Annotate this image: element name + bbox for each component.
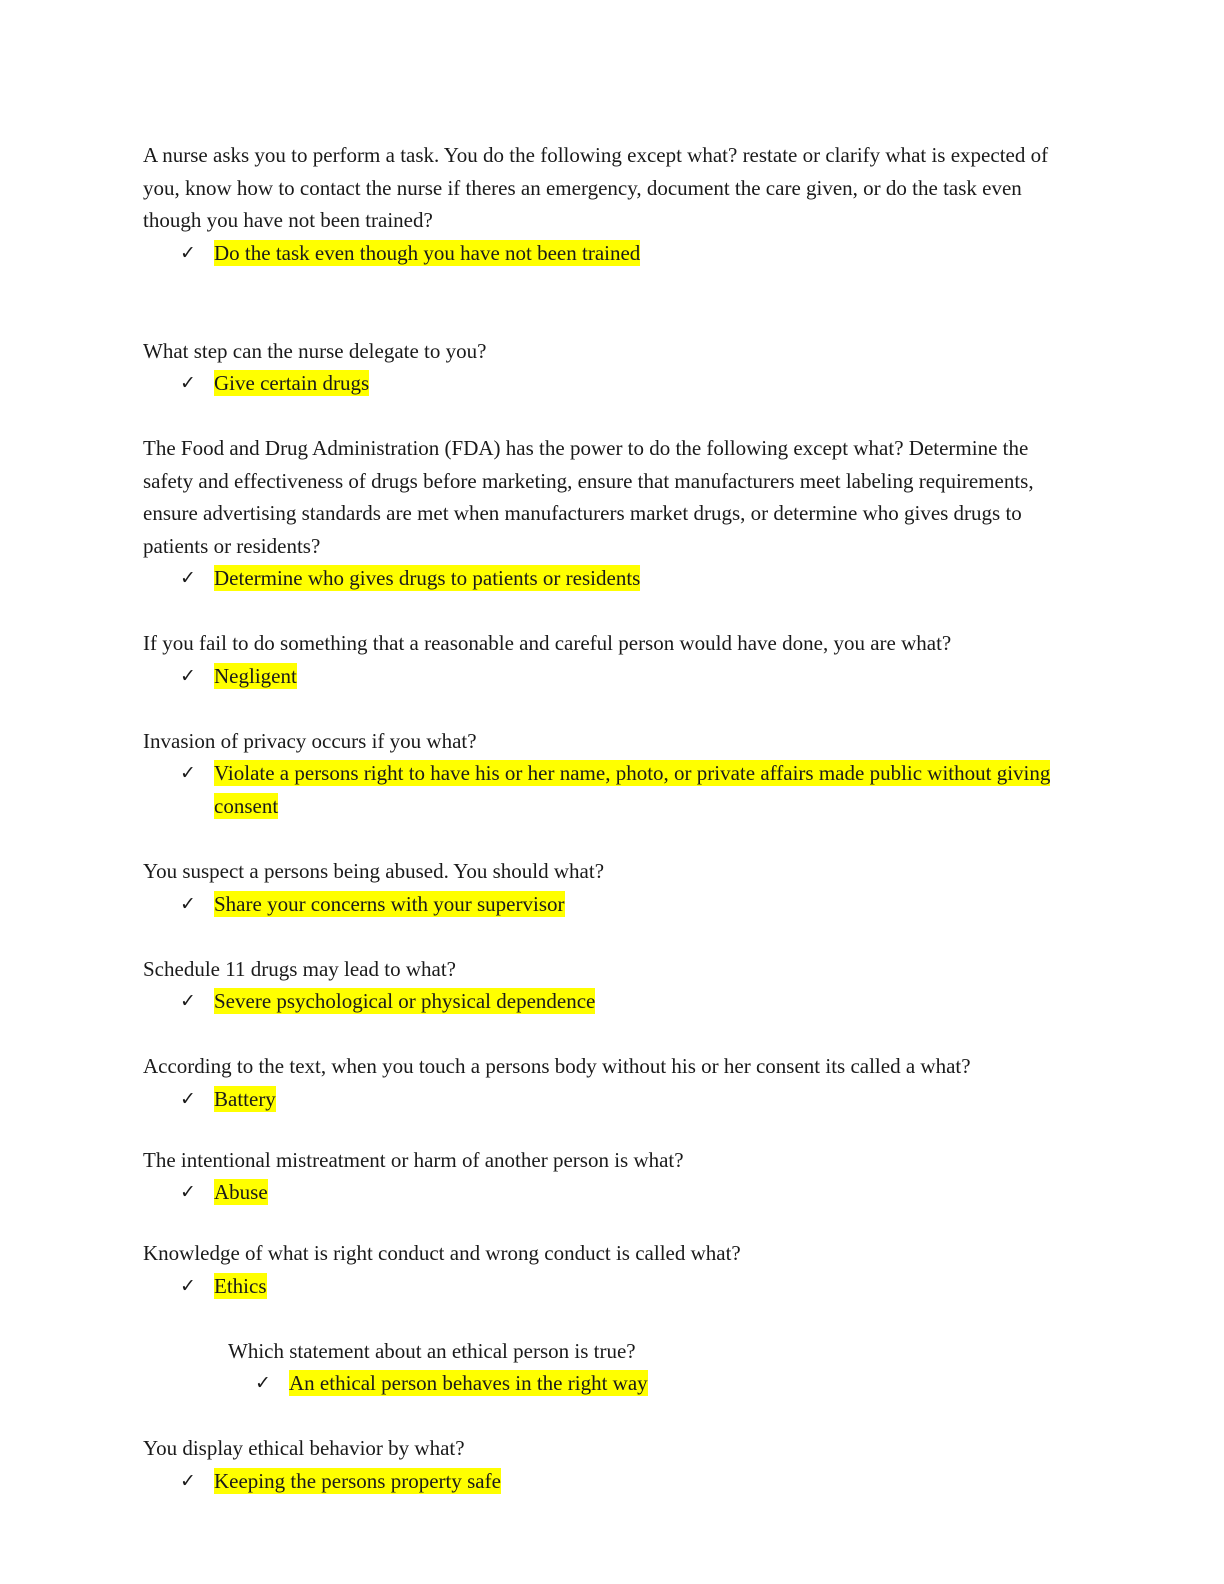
answer-text: Severe psychological or physical dependence [214,989,596,1013]
checkmark-icon: ✓ [180,990,196,1012]
spacer [143,1209,1073,1237]
qa-item-11 [228,1335,1073,1401]
document-page [143,139,1073,1498]
qa-item-2 [143,335,1073,401]
qa-item-1 [143,139,1073,270]
qa-item-5 [143,725,1073,824]
spacer [143,1018,1073,1050]
question-text: According to the text, when you touch a persons body without his or her consent its called a what? [143,1054,971,1078]
answer-text: Abuse [214,1180,268,1204]
checkmark-icon: ✓ [180,892,196,915]
answer-text: Negligent [214,663,297,688]
spacer [143,270,1073,335]
question-text: The intentional mistreatment or harm of another person is what? [143,1147,684,1172]
spacer [143,921,1073,953]
answer-text: Battery [214,1086,276,1111]
qa-item-4 [143,627,1073,693]
spacer [143,693,1073,725]
question-text: You display ethical behavior by what? [143,1436,465,1460]
checkmark-icon: ✓ [180,567,196,589]
spacer [143,400,1073,432]
checkmark-icon: ✓ [180,372,196,394]
checkmark-icon: ✓ [255,1372,271,1394]
answer-row [180,757,1073,823]
question-text: Which statement about an ethical person is true? [228,1338,636,1363]
question-text: Knowledge of what is right conduct and wrong conduct is called what? [143,1241,741,1265]
spacer [143,823,1073,855]
answer-row [180,367,1073,400]
answer-row [180,1270,1073,1303]
checkmark-icon: ✓ [180,1087,196,1110]
question-text: You suspect a persons being abused. You should what? [143,859,605,883]
answer-text: Share your concerns with your supervisor [214,891,565,916]
question-text: The Food and Drug Administration (FDA) has the power to do the following except what? Determine the safety and effectiveness of drugs before marketing, ensure that manufacturers meet labeling requirements, ensure advertising standards are met when manufacturers market drugs, or determine who gives drugs to patients or residents? [143,436,1034,558]
spacer [143,595,1073,627]
checkmark-icon: ✓ [180,241,196,264]
answer-row [180,660,1073,693]
checkmark-icon: ✓ [180,1469,196,1492]
spacer [143,1400,1073,1432]
qa-item-6 [143,855,1073,921]
qa-item-8 [143,1050,1073,1116]
answer-text: Keeping the persons property safe [214,1468,501,1493]
question-text: Schedule 11 drugs may lead to what? [143,956,456,981]
checkmark-icon: ✓ [180,664,196,687]
answer-row [180,1083,1073,1116]
answer-text: Determine who gives drugs to patients or residents [214,566,641,590]
question-text: What step can the nurse delegate to you? [143,338,487,363]
spacer [143,1303,1073,1335]
qa-item-12 [143,1432,1073,1498]
answer-row [180,562,1073,595]
question-text: Invasion of privacy occurs if you what? [143,728,477,753]
checkmark-icon: ✓ [180,1181,196,1203]
answer-text: Give certain drugs [214,371,370,395]
question-text: A nurse asks you to perform a task. You do the following except what? restate or clarify what is expected of you, know how to contact the nurse if theres an emergency, document the care given, or do the task even though you have not been trained? [143,143,1049,232]
answer-row [180,1465,1073,1498]
checkmark-icon: ✓ [180,1274,196,1297]
answer-text: An ethical person behaves in the right way [289,1371,648,1395]
answer-text: Violate a persons right to have his or her name, photo, or private affairs made public without giving consent [214,761,1051,818]
qa-item-10 [143,1237,1073,1303]
spacer [143,1116,1073,1144]
answer-text: Do the task even though you have not been trained [214,240,641,265]
answer-row [255,1367,1073,1400]
answer-row [180,237,1073,270]
answer-text: Ethics [214,1273,267,1298]
qa-item-3 [143,432,1073,595]
question-text: If you fail to do something that a reasonable and careful person would have done, you are what? [143,631,952,655]
answer-row [180,985,1073,1018]
answer-row [180,1176,1073,1209]
qa-item-7 [143,953,1073,1019]
checkmark-icon: ✓ [180,762,196,784]
qa-item-9 [143,1144,1073,1210]
answer-row [180,888,1073,921]
